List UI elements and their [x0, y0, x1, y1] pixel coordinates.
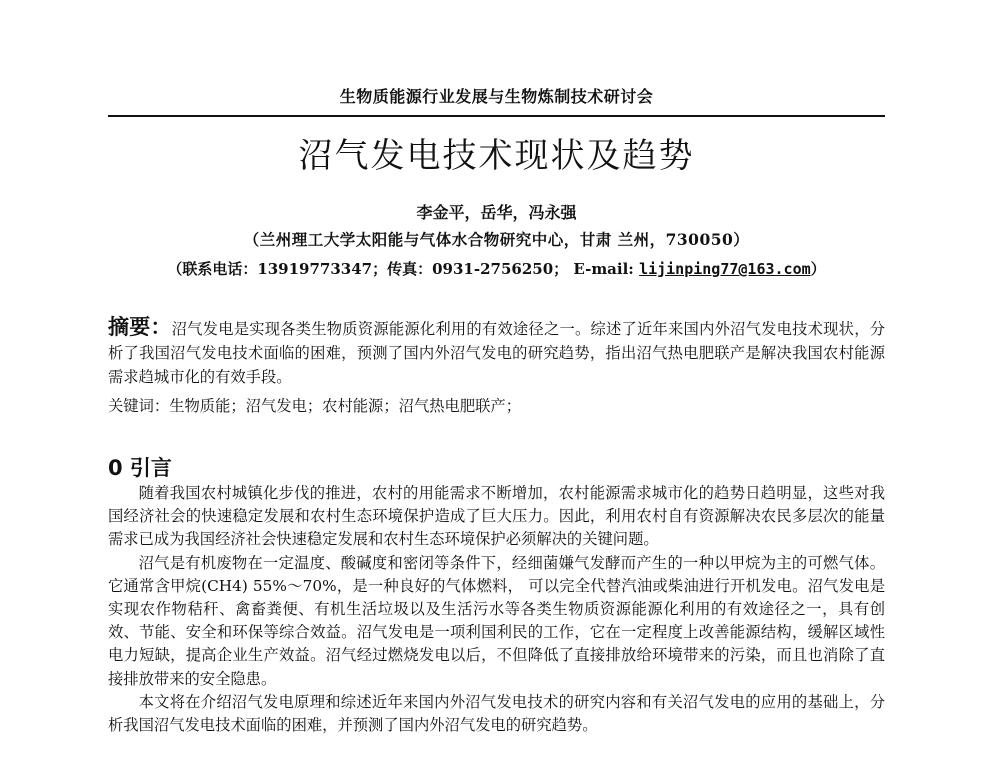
email-link[interactable]: lijinping77@163.com — [639, 260, 811, 278]
contact-suffix: ） — [810, 260, 826, 278]
contact-prefix: （联系电话：13919773347；传真：0931-2756250； E-mail: — [167, 260, 640, 278]
paragraph: 沼气是有机废物在一定温度、酸碱度和密闭等条件下，经细菌嫌气发酵而产生的一种以甲烷为主的可燃气体。它通常含甲烷(CH4) 55%～70%，是一种良好的气体燃料， 可以完全代替汽油或柴油进行开机发电。沼气发电是实现农作物秸秆、禽畜粪便、有机生活垃圾以及生活污水等各类生物质资源能源化利用的有效途径之一，具有创效、节能、安全和环保等综合效益。沼气发电是一项利国利民的工作，它在一定程度上改善能源结构，缓解区域性电力短缺，提高企业生产效益。沼气经过燃烧发电以后，不但降低了直接排放给环境带来的污染，而且也消除了直接排放带来的安全隐患。 — [108, 553, 885, 688]
paragraph: 本文将在介绍沼气发电原理和综述近年来国内外沼气发电技术的研究内容和有关沼气发电的应用的基础上，分析我国沼气发电技术面临的困难，并预测了国内外沼气发电的研究趋势。 — [108, 692, 885, 735]
header-rule — [108, 115, 885, 117]
section-body — [108, 482, 885, 737]
abstract-text: 沼气发电是实现各类生物质资源能源化利用的有效途径之一。综述了近年来国内外沼气发电技术现状，分析了我国沼气发电技术面临的困难，预测了国内外沼气发电的研究趋势，指出沼气热电肥联产是解决我国农村能源需求趋城市化的有效手段。 — [108, 320, 885, 386]
abstract-label: 摘要： — [108, 315, 172, 339]
authors: 李金平，岳华，冯永强 — [416, 203, 577, 222]
running-header: 生物质能源行业发展与生物炼制技术研讨会 — [339, 87, 654, 106]
paragraph: 随着我国农村城镇化步伐的推进，农村的用能需求不断增加，农村能源需求城市化的趋势日趋明显，这些对我国经济社会的快速稳定发展和农村生态环境保护造成了巨大压力。因此，利用农村自有资源解决农民多层次的能量需求已成为我国经济社会快速稳定发展和农村生态环境保护必须解决的关键问题。 — [108, 484, 885, 549]
section-heading: 0 引言 — [108, 456, 172, 480]
abstract — [108, 315, 885, 389]
contact-info — [108, 258, 885, 279]
paper-title: 沼气发电技术现状及趋势 — [298, 136, 695, 176]
affiliation: （兰州理工大学太阳能与气体水合物研究中心，甘肃 兰州，730050） — [243, 230, 750, 249]
keywords: 关键词：生物质能；沼气发电；农村能源；沼气热电肥联产； — [108, 397, 522, 415]
